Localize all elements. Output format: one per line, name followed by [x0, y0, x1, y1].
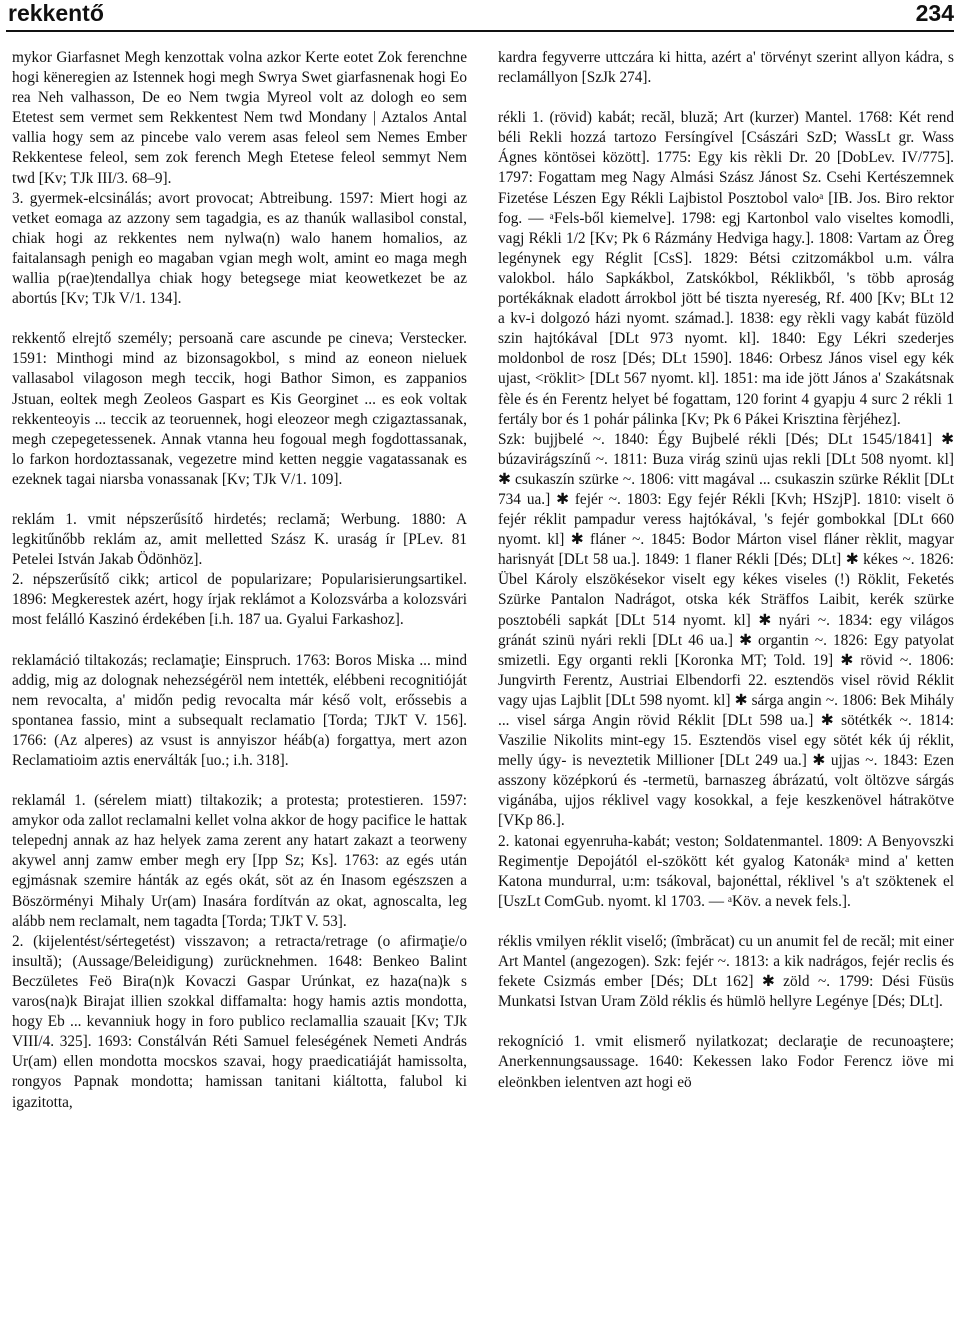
entry-reklamacio: reklamáció tiltakozás; reclamaţie; Einspruch. 1763: Boros Miska ... mind addig, mig az dolognak nehezségéröl nem intették, elébbeni recognitióját nem revocalta, a' midőn pedig revocalta már késő volt, erőssebis a spontanea fassio, mint a subsequalt reclamatio [Torda; TJkT V. 156]. 1766: (Az alperes) az vsust is annyiszor héáb(a) forgattya, mert azon Reclamatioim aztis enerválták [uo.; i.h. 318].	[12, 651, 467, 769]
entry-paragraph: 2. népszerűsítő cikk; articol de popularizare; Popularisierungsartikel. 1896: Megkerestek azért, hogy írjak reklámot a Kolozsvárba a kolozsvári most felálló Kaszinó érdekében [i.h. 187 ua. Gyalui Farkashoz].	[12, 571, 467, 629]
entry-paragraph: mykor Giarfasnet Megh kenzottak volna azkor Kerte eotet Zok ferenchne hogi këneregien az Istennek hogi megh Swrya Swet giarfasnenak hogi Eo rea Neh valhasson, De eo Nem twgia Myreol volt az dologh eo sem Etetest sem vermet sem Rekkentest Nem twd Mondany | Aztalos Antal vallia hogy sem az pincebe valo verem asas feleol sem Nemes Ember Rekkentese feleol, sem zok ferench Megh Etetese feleol semmyt Nem twd [Kv; TJk III/3. 68–9].	[12, 49, 467, 187]
entry-rekli: rékli 1. (rövid) kabát; recăl, bluză; Art (kurzer) Mantel. 1768: Két rend béli Rekli hozzá tartozo Fersíngível [Császári SzD; WassLt gr. Wass Ágnes köntösei között]. 1775: Egy kis rèkli Dr. 20 [DobLev. IV/775]. 1797: Fogattam meg Nagy Almási Szász Jánost Sz. Csehi Kertészemnek Fizetése Lészen Egy Rékli Lajbistol Posztobol valoᵃ [IB. Jos. Biro rektor fog. — ᵃFels-ből kiemelve]. 1798: egj Kartonbol valo viseltes komodli, vagj Rékli 1/2 [Kv; Pk 6 Rázmány Hedviga hagy.]. 1808: Vartam az Öreg legénynek egy Réglit [CsS]. 1829: Bétsi czitzomákbol u.m. válra valokbol. hálo Sapkákbol, Zatskókbol, Réklikből, 's több aproság portékáknak eladott árrokbol jött bé tiszta nyereség, Rf. 400 [Kv; BLt 12 a kv-i dolgozó házi nyomt. számad.]. 1838: egy rèkli vagy kabát füzöld szin hajtókával [DLt 973 nyomt. kl]. 1840: Egy Lékri szederjes moldonbol de rosz [Dés; DLt 1590]. 1846: Orbesz János visel egy kék ujast, <röklit> [DLt 567 nyomt. kl]. 1851: ma ide jött János a' Szakátsnak fèle és én Ferentz helyet bé fogattam, 120 forint 4 gyapju 4 surc 2 rékli 1 fertály bor és 1 pohár pálinka [Kv; Pk 6 Pákei Krisztina fèrjéhez].	[498, 109, 954, 428]
entry-rekkento: rekkentő elrejtő személy; persoană care ascunde pe cineva; Verstecker. 1591: Minthogi mind az bizonsagokbol, s mind az eoneon nieluek vallasabol vilagoson megh teccik, hogi Bathor Simon, es zappanios Jstuan, eoltek megh Zeoleos Gaspart es Kis Georginet ... es eok voltak rekkenteoyis ... teccik az teoruennek, hogi eleozeor megh czigaztassanak, megh czepegetessenek. Annak vtanna heu fogoual megh fogdottassanak, lo farkon hordoztassanak, vegezetre mind ketten neggie vagatassanak es ezeknek tagai niarsba vonassanak [Kv; TJk V/1. 109].	[12, 330, 467, 488]
entry-rekognicio: rekogníció 1. vmit elismerő nyilatkozat; declaraţie de recunoaştere; Anerkennungsaussage. 1640: Kekessen lako Fodor Ferencz iöve mi eleönkben ielentven azt hogi eö	[498, 1033, 954, 1091]
page-header	[6, 0, 954, 32]
entry-paragraph: Szk: bujjbelé ~. 1840: Égy Bujbelé rékli [Dés; DLt 1545/1841] ✱ búzavirágszínű ~. 1811: Buza virág szinü ujas rekli [DLt 508 nyomt. kl] ✱ csukaszín szürke ~. 1806: vitt magával ... csukaszin szürke Réklit [DLt 734 ua.] ✱ fejér ~. 1803: Egy fejér Rékli [Kvh; HSzjP]. 1810: viselt ö fejér réklit pampadur veress hajtókával, 's fejér gombokkal [DLt 660 nyomt. kl] ✱ fláner ~. 1845: Bodor Márton visel fláner rèklit, magyar harisnyát [DLt 58 ua.]. 1849: 1 flaner Rékli [Dés; DLt] ✱ kékes ~. 1826: Übel Károly elszökésekor viselt egy kékes viseles (!) Röklit, Feketés Szürke Pantalon Nadrágot, otska kék Sträffos Laibit, kerék szürke posztobéli sapkát [DLt 514 nyomt. kl] ✱ nyári ~. 1834: egy világos gránát szinü nyári rekli [DLt 46 ua.] ✱ organtin ~. 1826: Egy patyolat smizetli. Egy organti rekli [Koronka MT; Told. 19] ✱ rövid ~. 1806: Jungvirth Ferentz, Austriai Elbendorfi 22. esztendös visel rövid Réklit vagy ujas Lajblit [DLt 598 nyomt. kl] ✱ sárga angin ~. 1806: Bek Mihály ... visel sárga Angin rövid Réklit [DLt 598 ua.] ✱ sötétkék ~. 1814: Vaszilie Nikolits mint-egy 15. Esztendös visel egy sötét kék új réklit, melly úgy- is neveztetik Millioner [DLt 249 ua.] ✱ ujjas ~. 1843: Ezen asszony középkorú és -termetü, barnaszeg ábrázatú, volt öltözve sárgás vigánába, ujjos réklivel vagy kosokkal, a feje keszkenövel hátrakötve [VKp 86.].	[498, 430, 954, 830]
running-headword: rekkentő	[8, 0, 104, 26]
entry-paragraph: 2. katonai egyenruha-kabát; veston; Soldatenmantel. 1809: A Benyovszki Regimentje Depojától el-szökött két gyalog Katonákᵃ mind a' ketten Katona mundurral, u:m: tsákoval, bajonéttal, réklivel 's a't szöktenek el [UszLt ComGub. nyomt. kl 1703. — ᵃKöv. a nevek fels.].	[498, 832, 954, 910]
page-number: 234	[915, 0, 954, 26]
entry-paragraph: 3. gyermek-elcsinálás; avort provocat; Abtreibung. 1597: Miert hogi az vetket eomaga az azzony sem tagadgia, es az thanúk wallasibol constal, chiak hogi az rekkentes nem nylwa(n) walo hanem homalios, az faitalansagh penigh eo magaban vgian megh wolt, amint eo maga megh wallia p(rae)tendallya chiak hogy betegsege miat keowetkezet be az abortús [Kv; TJk V/1. 134].	[12, 189, 467, 308]
entry-paragraph: kardra fegyverre uttczára ki hitta, azért a' törvényt szerint allyon kádra, s reclamállyon [SzJk 274].	[498, 49, 954, 87]
entry-reklamal: reklamál 1. (sérelem miatt) tiltakozik; a protesta; protestieren. 1597: amykor oda zallot reclamalni kellet volna akkor de hogy pacifice le hattak telepednj annak az haz helyek zama zerent any hatart zakazt a teorweny akywel annj zamw ember megh ery [Ipp Sz; Ks]. 1763: az egés után egjmásnak szemire hánták az egés okát, söt az én Inasom egészszen a Böszörményi Mihaly Ur(am) Inasára fordítván az okat, agnoscalta, leg alább nem reclamalt, nem tagadta [Torda; TJkT V. 53].	[12, 792, 467, 930]
entry-reklis: réklis vmilyen réklit viselő; (îmbrăcat) cu un anumit fel de recăl; mit einer Art Mantel (angezogen). Szk: fejér ~. 1813: a kik nadrágos, fejér reclis és fekete Csizmás ember [Dés; DLt 162] ✱ zöld ~. 1799: Dési Füsüs Munkatsi Istvan Uram Zöld réklis és hümlö hellyre Legénye [Dés; DLt].	[498, 932, 954, 1011]
entry-paragraph: 2. (kijelentést/sértegetést) visszavon; a retracta/retrage (o afirmaţie/o insultă); (Aussage/Beleidigung) zurücknehmen. 1648: Benkeo Balint Beczületes Feö Bira(n)k Kovaczi Gaspar Urúnkat, ez haza(na)k s varos(na)k Birajat illien szokkal diffamalta: hogy hamis aztis mondotta, hogy Eb ... kevanniuk hogy in foro publico reclamallia szauait [Kv; TJk VIII/4. 325]. 1693: Constálván Réti Samuel feleségének Nemeti András Ur(am) ellen mondotta mocskos szavai, hogy praedicatiáját hamissolta, rongyos Papnak mondotta; hamissan tanitani kiáltotta, falubol ki igazitotta,	[12, 932, 467, 1111]
entry-reklam: reklám 1. vmit népszerűsítő hirdetés; reclamă; Werbung. 1880: A legkitűnőbb reklám az, amit melletted Szász K. uraság ír [PLev. 81 Petelei István Jakab Ödönhöz].	[12, 510, 467, 569]
right-column	[498, 48, 954, 1093]
left-column	[12, 48, 467, 1113]
